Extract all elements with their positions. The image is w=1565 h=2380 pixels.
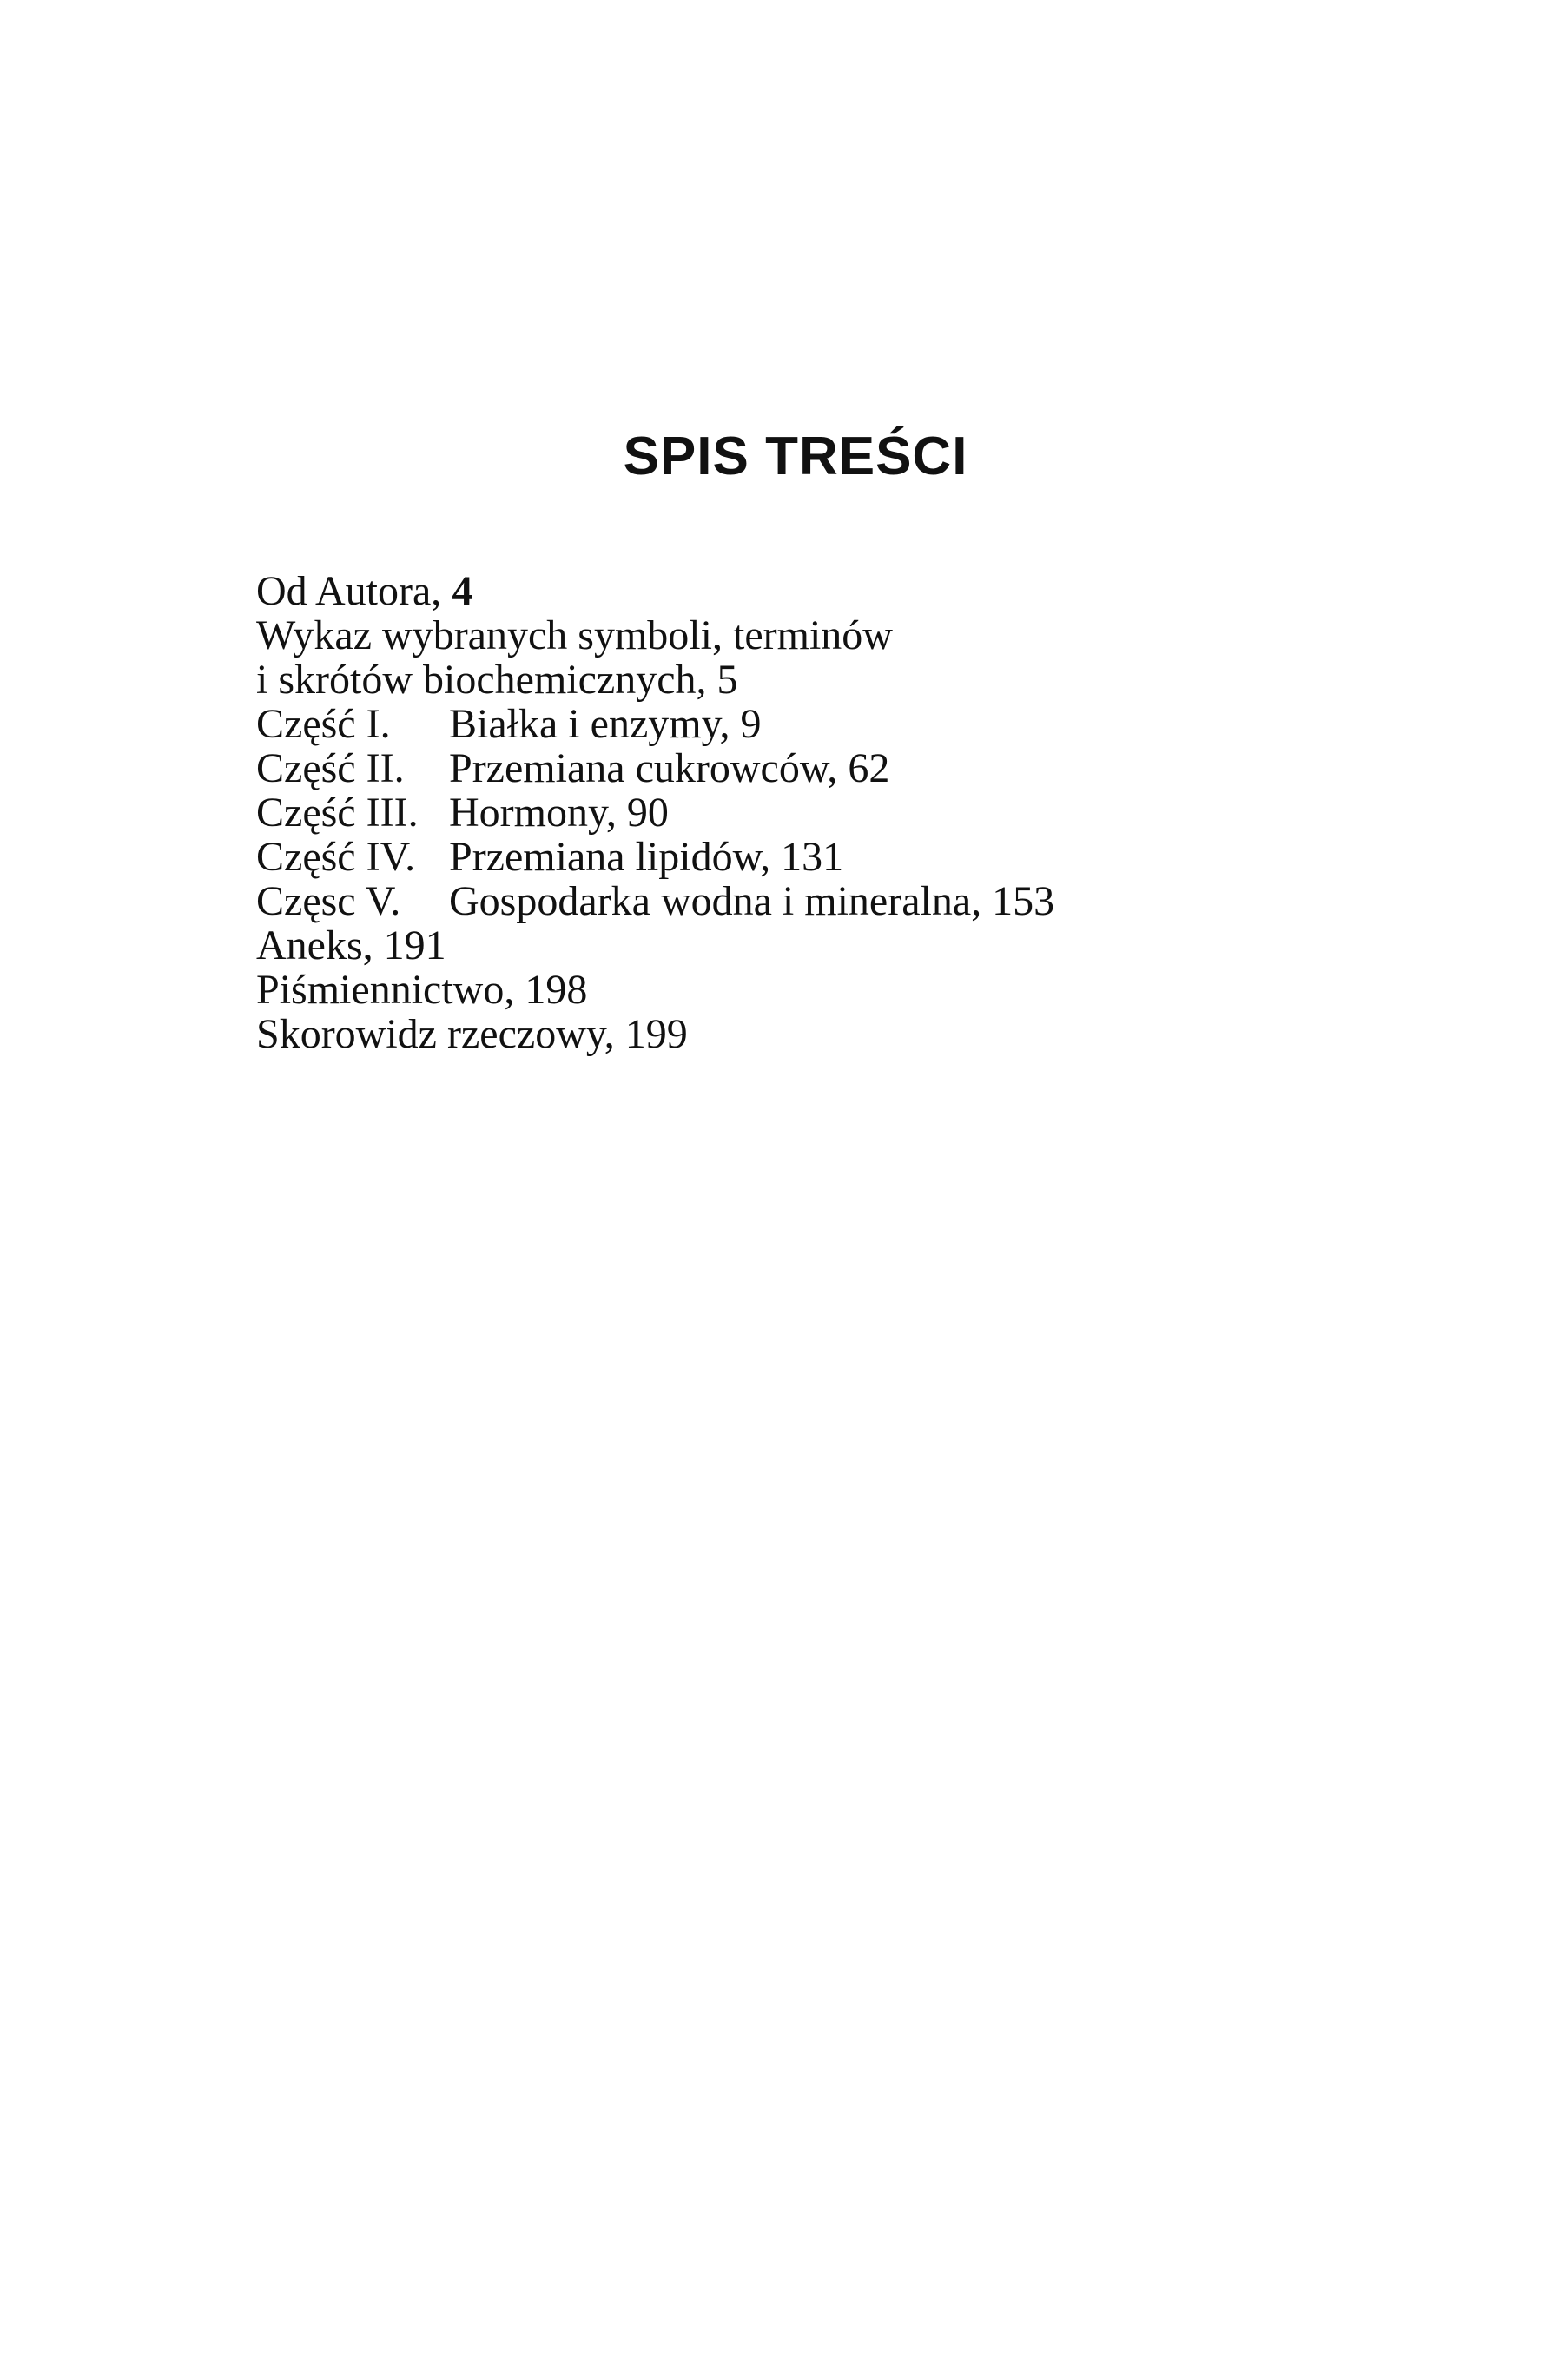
toc-entry-page: 191: [383, 922, 446, 969]
toc-entry-czesc-5: [256, 879, 1472, 923]
toc-entry-czesc-4: [256, 835, 1472, 879]
toc-entry-text: Piśmiennictwo,: [256, 967, 525, 1013]
toc-entry-text: i skrótów biochemicznych,: [256, 657, 717, 703]
toc-entry-part: Część III.: [256, 790, 419, 836]
toc-entry-aneks: [256, 923, 1472, 968]
toc-entry-text-line1: Wykaz wybranych symboli, terminów: [256, 612, 893, 658]
toc-entry-text: Hormony,: [449, 790, 627, 836]
table-of-contents: [256, 569, 1472, 1056]
toc-entry-page: 131: [781, 834, 844, 880]
toc-entry-page: 9: [740, 701, 762, 747]
toc-entry-text: Skorowidz rzeczowy,: [256, 1011, 625, 1057]
toc-entry-page: 199: [624, 1011, 688, 1057]
toc-entry-text: Przemiana lipidów,: [449, 834, 782, 880]
toc-entry-part: Częsc V.: [256, 878, 401, 924]
toc-entry-page: 5: [716, 657, 738, 703]
toc-entry-part: Część IV.: [256, 834, 416, 880]
toc-entry-text: Aneks,: [256, 922, 384, 969]
toc-entry-wykaz: [256, 613, 1472, 702]
toc-entry-part: Część II.: [256, 745, 405, 791]
toc-entry-czesc-3: [256, 790, 1472, 835]
toc-entry-page: 62: [848, 745, 890, 791]
toc-entry-pismiennictwo: [256, 968, 1472, 1012]
toc-entry-page: 198: [525, 967, 588, 1013]
toc-entry-od-autora: [256, 569, 1472, 613]
toc-entry-page: 153: [992, 878, 1055, 924]
toc-entry-skorowidz: [256, 1012, 1472, 1056]
toc-entry-czesc-1: [256, 702, 1472, 746]
toc-entry-text: Przemiana cukrowców,: [449, 745, 849, 791]
toc-entry-text: Od Autora,: [256, 568, 452, 614]
toc-entry-part: Część I.: [256, 701, 391, 747]
toc-entry-text: Gospodarka wodna i mineralna,: [449, 878, 993, 924]
toc-entry-czesc-2: [256, 746, 1472, 790]
toc-entry-page: 90: [626, 790, 669, 836]
toc-entry-page: 4: [452, 568, 473, 614]
page-title: SPIS TREŚCI: [623, 426, 968, 486]
toc-entry-text: Białka i enzymy,: [449, 701, 741, 747]
